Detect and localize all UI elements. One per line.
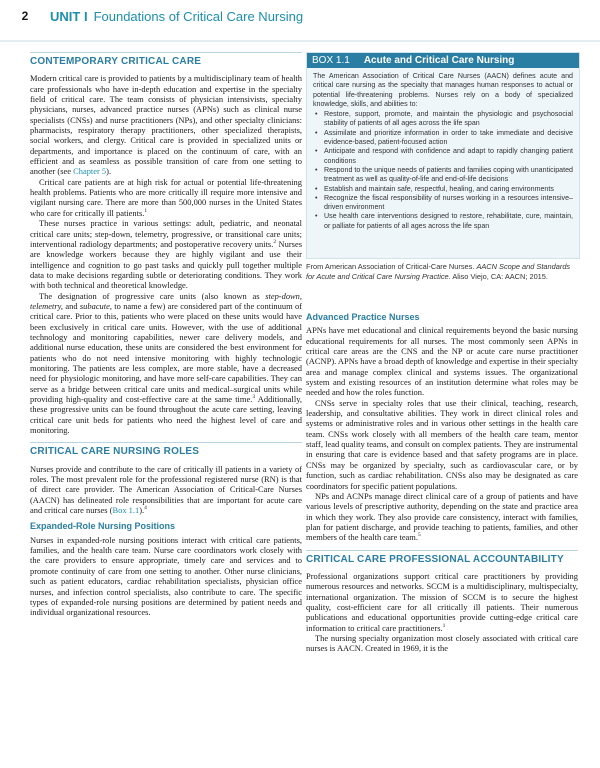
heading-critical-care-nursing-roles: CRITICAL CARE NURSING ROLES — [30, 446, 200, 458]
citation: 4 — [144, 505, 147, 512]
heading-contemporary-critical-care: CONTEMPORARY CRITICAL CARE — [30, 56, 202, 67]
box-label: BOX 1.1 — [312, 55, 350, 66]
right-column — [306, 312, 578, 654]
left-column — [30, 52, 302, 618]
section-nursing-roles — [30, 442, 302, 457]
list-item: • Respond to the unique needs of patients and families coping with unanticipated treatment as well as quality-of-life and end-of-life decisions — [321, 166, 573, 185]
header-rule — [0, 40, 600, 42]
heading-professional-accountability: CRITICAL CARE PROFESSIONAL ACCOUNTABILITY — [306, 553, 564, 565]
paragraph: The designation of progressive care units (also known as step-down, telemetry, and subacute, to name a few) are considered part of the continuum of critical care. Prior to this, patients who were placed on these units would have been exclusively in critical care units. However, with the use of additional technology and monitoring capabilities, newer care delivery models, and additional nurse education, these units are considered the best environment for patients who do not need intensive monitoring with highly technologic monitoring. The patients are less complex, are more stable, have a decreased need for physiologic monitoring, and have more self-care capabilities. They can serve as a bridge between critical care units and medical–surgical units while providing high-quality and cost-effective care at the same time.$^3$ Additionally, these progressive units can be found throughout the acute care setting, leaving critical care unit beds for patients who need the highest level of care and monitoring. — [30, 290, 302, 436]
paragraph: Professional organizations support critical care practitioners by providing numerous resources and networks. SCCM is a multidisciplinary, multispecialty, international organization. The mission of SCCM is to secure the highest quality, cost-efficient care for all critically ill patients. Their numerous publications and educational opportunities provide cutting-edge critical care information to critical care practitioners.$^1$ — [306, 570, 578, 633]
unit-title: Foundations of Critical Care Nursing — [93, 8, 304, 24]
heading-expanded-role: Expanded-Role Nursing Positions — [30, 521, 176, 532]
paragraph: Critical care patients are at high risk for actual or potential life-threatening health problems. Patients who are more critically ill require more intensive and vigilant nursing care. There are more than 500,000 nurses in the United States who care for critically ill patients.$^1$ — [30, 176, 302, 218]
box-1-1-link[interactable]: Box 1.1 — [112, 505, 140, 516]
citation: 5 — [417, 532, 421, 539]
unit-label: UNIT I — [50, 8, 88, 24]
list-item: • Assimilate and prioritize information in order to take immediate and decisive evidence-based, patient-focused action — [321, 129, 573, 148]
section-professional-accountability — [306, 550, 578, 565]
page-header — [0, 0, 600, 32]
citation: 1 — [442, 622, 446, 629]
list-item: • Use health care interventions designed to restore, rehabilitate, cure, maintain, or palliate for patients of all ages across the life span — [321, 212, 573, 231]
list-item: • Anticipate and respond with confidence and adapt to rapidly changing patient conditions — [321, 147, 573, 166]
box-list — [313, 110, 573, 231]
paragraph: These nurses practice in various settings: adult, pediatric, and neonatal critical care units; step-down, telemetry, progressive, or transitional care units; interventional radiology departments; and postoperative recovery units.$^2$ Nurses are knowledge workers because they are highly vigilant and use their intelligence and cognition to go past tasks and quickly pull together multiple data to make decisions regarding subtle or deteriorating conditions. They work with both technical and theoretical knowledge. — [30, 218, 302, 291]
chapter-5-link[interactable]: Chapter 5 — [73, 166, 107, 177]
box-title: Acute and Critical Care Nursing — [363, 55, 515, 66]
list-item: • Establish and maintain safe, respectful, healing, and caring environments — [321, 185, 573, 194]
citation: 2 — [273, 239, 277, 246]
list-item: • Recognize the fiscal responsibility of nurses working in a resources intensive–driven environment — [321, 194, 573, 213]
list-item: • Restore, support, promote, and maintain the physiologic and psychosocial stability of patients of all ages across the life span — [321, 110, 573, 129]
paragraph: Nurses provide and contribute to the care of critically ill patients in a variety of roles. The most prevalent role for the professional registered nurse (RN) is that of direct care provider. The American Association of Critical-Care Nurses (AACN) has delineated role responsibilities that are important for acute care and critical care nurses (Box 1.1).$^4$ — [30, 463, 302, 516]
box-intro: The American Association of Critical Care Nurses (AACN) defines acute and critical care nursing as the specialty that manages human responses to actual or potential life-threatening problems. Nurses rely on a body of specialized knowledge, skills, and abilities to: — [313, 72, 573, 108]
box-body — [307, 68, 579, 235]
paragraph: APNs have met educational and clinical requirements beyond the basic nursing educational requirements for all nurses. The most commonly seen APNs in critical care areas are the CNS and the NP or acute care nurse practitioner (ACNP). APNs have a broad depth of knowledge and expertise in their specialty area and manage complex clinical and systems issues. The organizational system and existing resources of an institution determine what roles may be needed and how the roles function. — [306, 325, 578, 398]
paragraph: CNSs serve in specialty roles that use their clinical, teaching, research, leadership, and consultative abilities. They work in direct clinical roles and systems or administrative roles and in various other settings in the health care team. CNSs work closely with all members of the health care team, mentor staff, lead quality teams, and consult on complex patients. They are instrumental in ensuring that care is evidence based and that safety programs are in place. CNSs may be organized by specialty, such as cardiovascular care, or by function, such as cardiac rehabilitation. CNSs also may be designated as care coordinators for specific patient populations. — [306, 397, 578, 491]
heading-advanced-practice-nurses: Advanced Practice Nurses — [306, 312, 420, 322]
section-contemporary — [30, 52, 302, 67]
paragraph: NPs and ACNPs manage direct clinical care of a group of patients and have various levels of prescriptive authority, depending on the state and practice area in which they work. They also provide care consistency, interact with families, plan for patient discharge, and provide teaching to patients, families, and other members of the health care team.$^5$ — [306, 490, 578, 543]
paragraph: The nursing specialty organization most closely associated with critical care nurses is AACN. Created in 1969, it is the — [306, 632, 578, 654]
box-1-1 — [306, 52, 580, 259]
box-header — [307, 53, 579, 68]
page-number: 2 — [21, 9, 29, 23]
citation: 3 — [252, 394, 256, 401]
citation: 1 — [144, 208, 148, 214]
paragraph: Nurses in expanded-role nursing positions interact with critical care patients, families, and the health care team. Nurse care coordinators work closely with the care providers to ensure appropriate, timely care and services and to promote continuity of care from one setting to another. Other nurse clinicians, such as patient educators, cardiac rehabilitation specialists, physician office nurses, and infection control specialists, also contribute to care. The specific types of expanded-role nursing positions are determined by patient needs and individual organizational resources. — [30, 534, 302, 618]
box-source: From American Association of Critical-Care Nurses. AACN Scope and Standards for Acute and Critical Care Nursing Practice. Aliso Viejo, CA: AACN; 2015. — [306, 262, 571, 281]
paragraph: Modern critical care is provided to patients by a multidisciplinary team of health care professionals who have in-depth education and expertise in the specialty field of critical care. The team consists of physician intensivists, specialty physicians, nurses, advanced practice nurses (APNs) such as clinical nurse specialists (CNSs) and nurse practitioners (NPs), and other specialty clinicians: pharmacists, respiratory therapy practitioners, other specialized therapists, social workers, and clergy. Critical care is provided in specialized units or departments, and importance is placed on the continuum of care, with an efficient and as seamless as possible transition of care from one setting to another (see Chapter 5). — [30, 73, 302, 177]
